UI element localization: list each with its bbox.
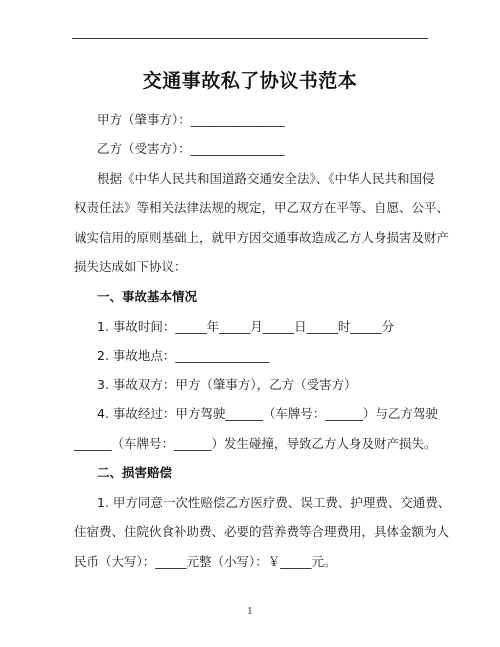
page-number: 1 <box>247 607 253 617</box>
accident-process-line-2: ______（车牌号：______）发生碰撞，导致乙方人身及财产损失。 <box>74 436 437 451</box>
document-title: 交通事故私了协议书范本 <box>142 70 358 92</box>
compensation-line-3: 民币（大写）：_____元整（小写）：￥_____元。 <box>74 554 337 569</box>
accident-time-line: 1. 事故时间：_____年_____月_____日_____时_____分 <box>97 319 395 334</box>
intro-line-1: 根据《中华人民共和国道路交通安全法》、《中华人民共和国侵 <box>97 171 435 186</box>
intro-line-3: 诚实信用的原则基础上，就甲方因交通事故造成乙方人身损害及财产 <box>74 230 450 245</box>
intro-line-4: 损失达成如下协议： <box>74 259 187 274</box>
intro-line-2: 权责任法》等相关法律法规的规定，甲乙双方在平等、自愿、公平、 <box>74 200 450 215</box>
header-rule <box>72 38 428 39</box>
section-2-heading: 二、损害赔偿 <box>97 465 173 480</box>
accident-process-line-1: 4. 事故经过：甲方驾驶______（车牌号：______）与乙方驾驶 <box>97 406 438 421</box>
accident-parties-line: 3. 事故双方：甲方（肇事方），乙方（受害方） <box>97 377 357 392</box>
section-1-heading: 一、事故基本情况 <box>97 289 198 304</box>
compensation-line-1: 1. 甲方同意一次性赔偿乙方医疗费、误工费、护理费、交通费、 <box>97 495 451 510</box>
accident-location-line: 2. 事故地点：_______________ <box>97 348 270 363</box>
party-a-line: 甲方（肇事方）：_______________ <box>97 112 285 127</box>
party-b-line: 乙方（受害方）：_______________ <box>97 141 285 156</box>
compensation-line-2: 住宿费、住院伙食补助费、必要的营养费等合理费用，具体金额为人 <box>74 524 450 539</box>
